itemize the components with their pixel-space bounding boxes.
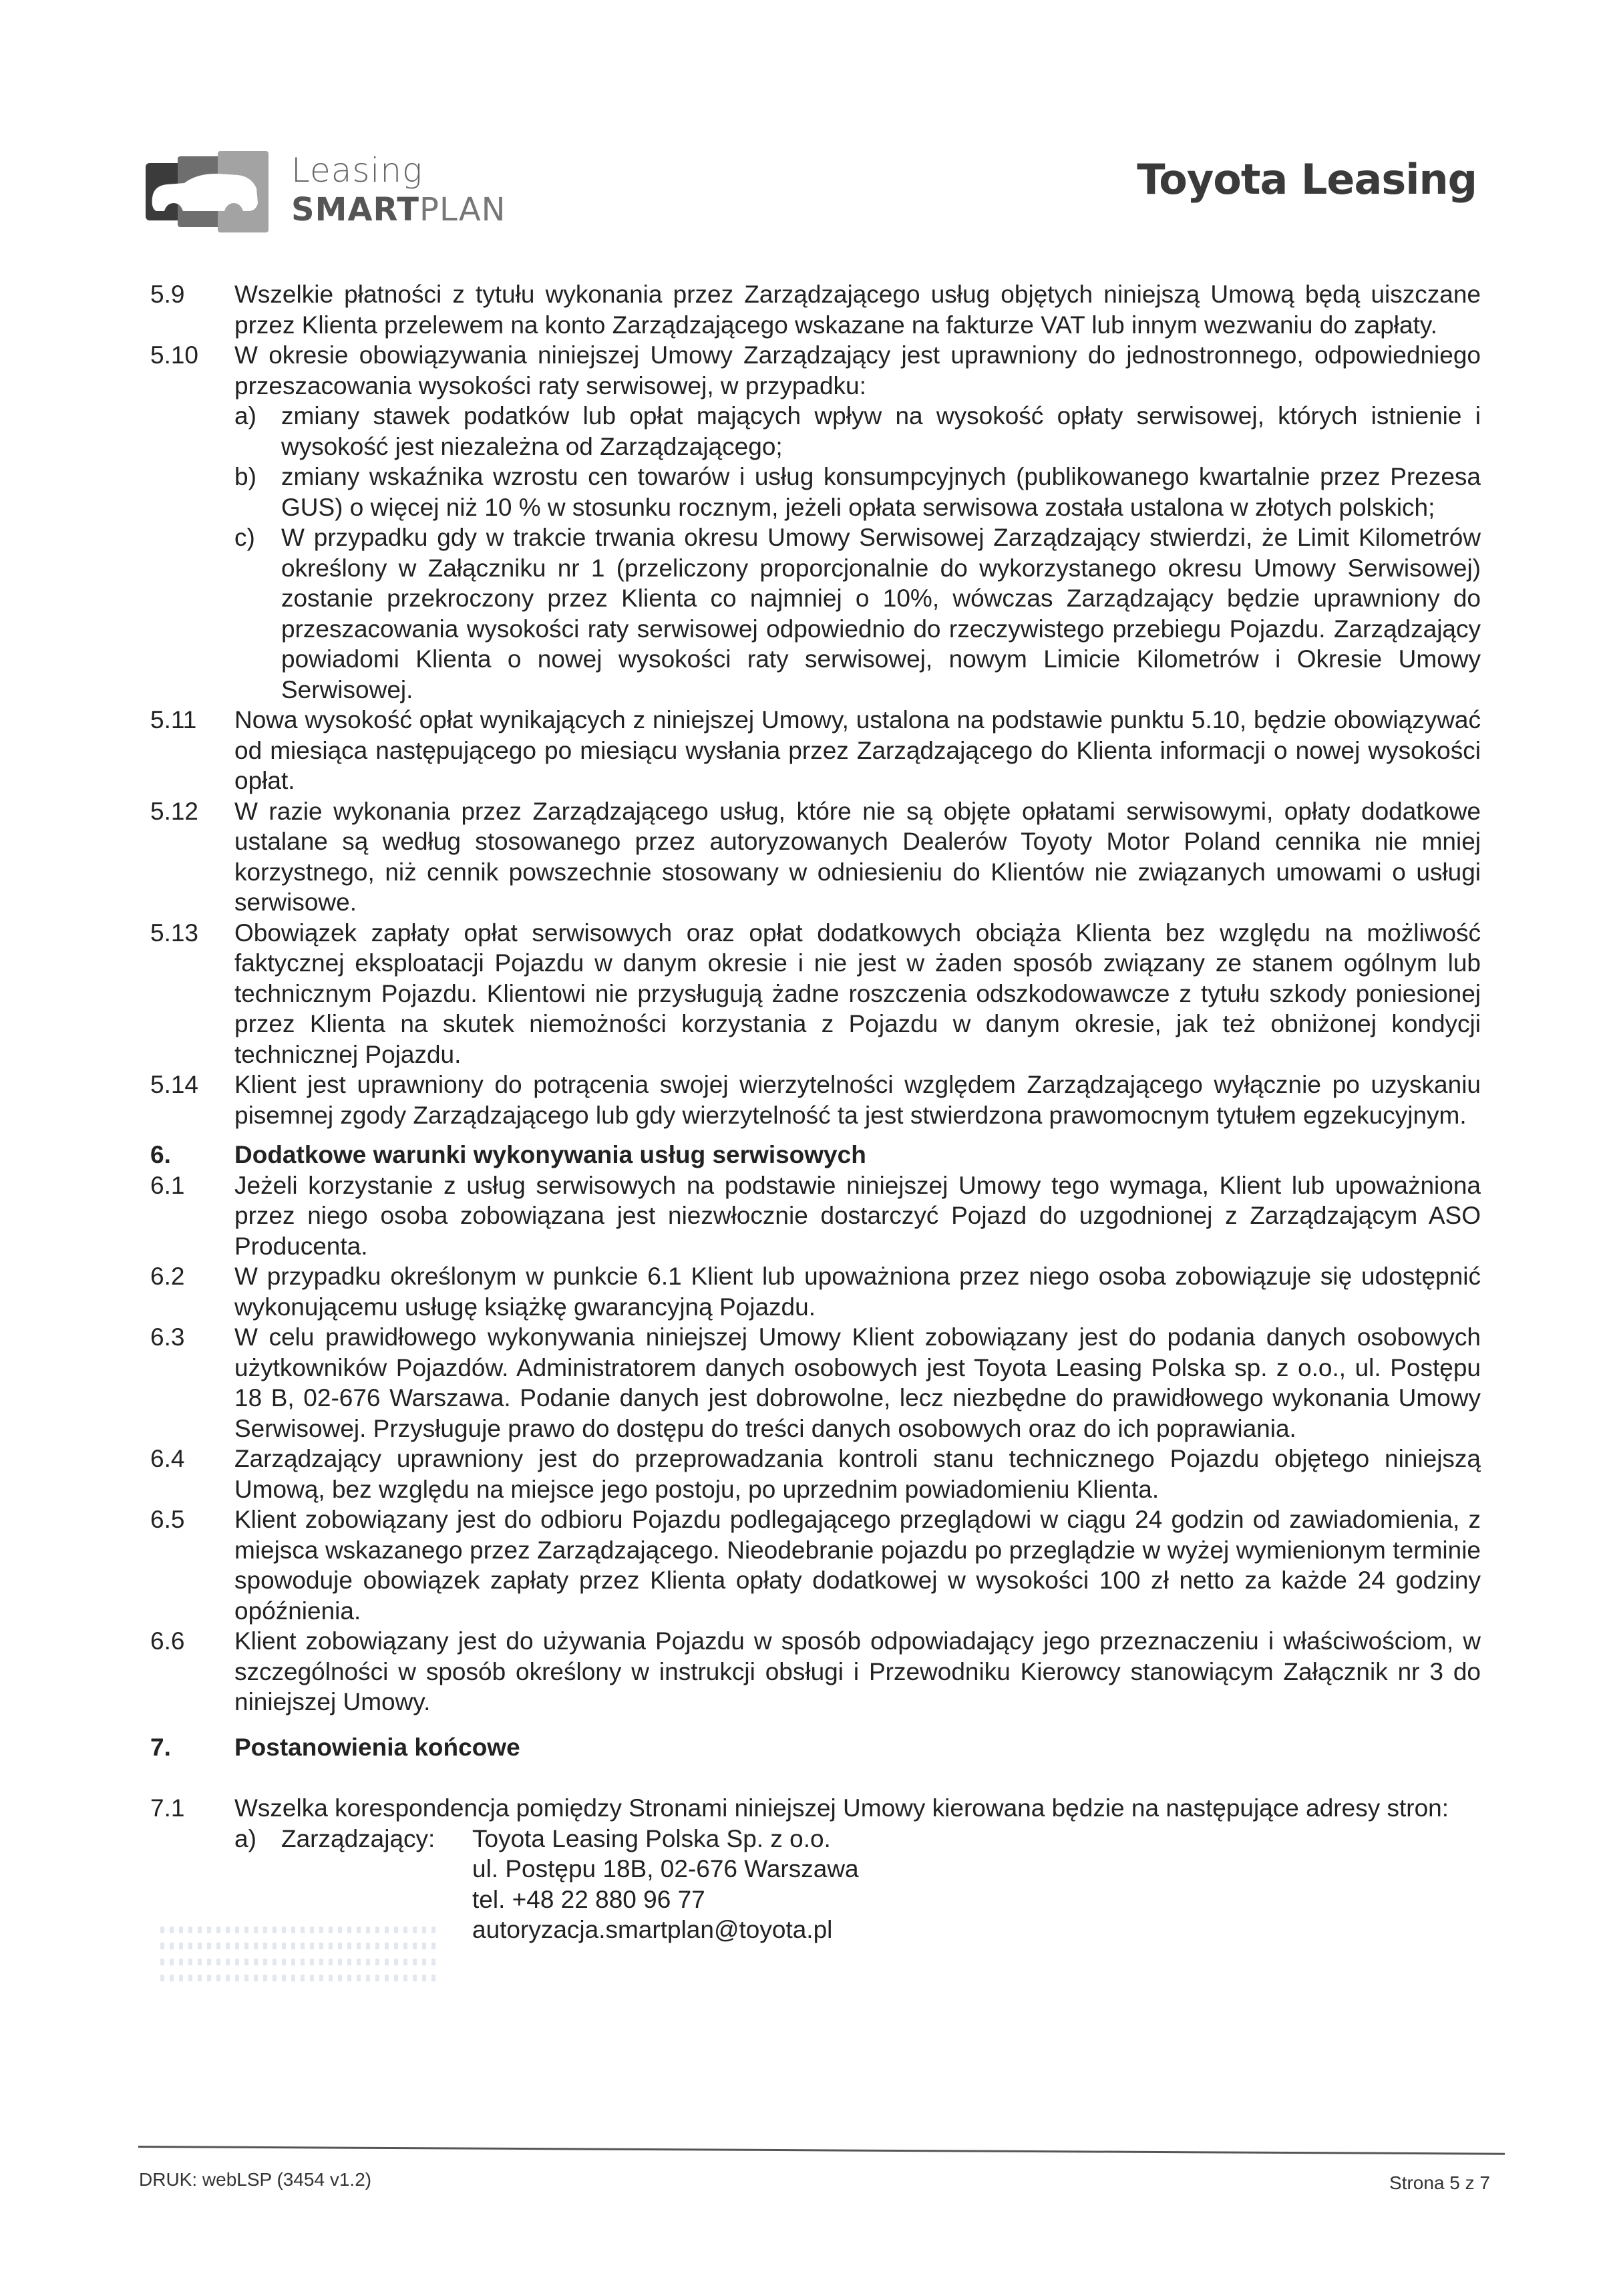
clause-number: 5.12 bbox=[150, 797, 199, 825]
subclause-label: b) bbox=[234, 463, 256, 490]
clause-text: Klient jest uprawniony do potrącenia swojej wierzytelności względem Zarządzającego wyłącznie po uzyskaniu pisemnej zgody Zarządzającego lub gdy wierzytelność ta jest stwierdzona prawomocnym tytułem egzekucyjnym. bbox=[234, 1071, 1481, 1129]
footer-divider bbox=[138, 2146, 1505, 2155]
clause-number: 5.9 bbox=[150, 281, 185, 308]
clause-6-6 bbox=[150, 1626, 1481, 1717]
subclause-c bbox=[234, 522, 1481, 705]
clause-text: Klient zobowiązany jest do używania Pojazdu w sposób odpowiadający jego przeznaczeniu i właściwościom, w szczególności w sposób określony w instrukcji obsługi i Przewodniku Kierowcy stanowiącym Załącznik nr 3 do niniejszej Umowy. bbox=[234, 1627, 1481, 1715]
clause-6-2 bbox=[150, 1261, 1481, 1322]
clause-number: 5.13 bbox=[150, 919, 199, 947]
clause-text: W razie wykonania przez Zarządzającego usług, które nie są objęte opłatami serwisowymi, opłaty dodatkowe ustalane są według stosowanego przez autoryzowanych Dealerów Toyoty Motor Poland cennika nie mniej korzystnego, niż cennik powszechnie stosowany w odniesieniu do Klientów nie związanych umowami o usługi serwisowe. bbox=[234, 797, 1481, 916]
clause-6-3 bbox=[150, 1322, 1481, 1444]
clause-text: W okresie obowiązywania niniejszej Umowy Zarządzający jest uprawniony do jednostronnego, odpowiedniego przeszacowania wysokości raty serwisowej, w przypadku: bbox=[234, 341, 1481, 399]
subclause-label: c) bbox=[234, 524, 255, 551]
clause-number: 5.10 bbox=[150, 341, 199, 369]
subclause-text: zmiany wskaźnika wzrostu cen towarów i usług konsumpcyjnych (publikowanego kwartalnie przez Prezesa GUS) o więcej niż 10 % w stosunku rocznym, jeżeli opłata serwisowa została ustalona w złotych polskich; bbox=[281, 463, 1481, 521]
section-title: Dodatkowe warunki wykonywania usług serwisowych bbox=[234, 1141, 866, 1168]
clause-number: 6.4 bbox=[150, 1445, 185, 1472]
clause-5-11 bbox=[150, 705, 1481, 796]
smartplan-logo-icon bbox=[146, 151, 279, 232]
clause-5-12 bbox=[150, 796, 1481, 918]
address-email: autoryzacja.smartplan@toyota.pl bbox=[472, 1916, 833, 1943]
clause-text: W celu prawidłowego wykonywania niniejszej Umowy Klient zobowiązany jest do podania danych osobowych użytkowników Pojazdów. Administratorem danych osobowych jest Toyota Leasing Polska sp. z o.o., ul. Postępu 18 B, 02-676 Warszawa. Podanie danych jest dobrowolne, lecz niezbędne do prawidłowego wykonania Umowy Serwisowej. Przysługuje prawo do dostępu do treści danych osobowych oraz do ich poprawiania. bbox=[234, 1323, 1481, 1442]
clause-5-13 bbox=[150, 918, 1481, 1070]
logo-smart-text: SMART bbox=[291, 191, 420, 228]
subclause-a bbox=[234, 401, 1481, 462]
clause-6-5 bbox=[150, 1504, 1481, 1626]
clause-6-1 bbox=[150, 1170, 1481, 1262]
clause-text: Zarządzający uprawniony jest do przeprowadzania kontroli stanu technicznego Pojazdu objętego niniejszą Umową, bez względu na miejsce jego postoju, po uprzednim powiadomieniu Klienta. bbox=[234, 1445, 1481, 1503]
address-label: a) bbox=[234, 1824, 256, 1852]
clause-text: W przypadku określonym w punkcie 6.1 Klient lub upoważniona przez niego osoba zobowiązuje się udostępnić wykonującemu usługę książkę gwarancyjną Pojazdu. bbox=[234, 1263, 1481, 1321]
subclause-text: W przypadku gdy w trakcie trwania okresu Umowy Serwisowej Zarządzający stwierdzi, że Limit Kilometrów określony w Załączniku nr 1 (przeliczony proporcjonalnie do wykorzystanego okresu Umowy Serwisowej) zostanie przekroczony przez Klienta co najmniej o 10%, wówczas Zarządzający będzie uprawniony do przeszacowania wysokości raty serwisowej odpowiednio do rzeczywistego przebiegu Pojazdu. Zarządzający powiadomi Klienta o nowej wysokości raty serwisowej, nowym Limicie Kilometrów i Okresie Umowy Serwisowej. bbox=[281, 524, 1481, 703]
clause-number: 6.3 bbox=[150, 1323, 185, 1351]
clause-text: Klient zobowiązany jest do odbioru Pojazdu podlegającego przeglądowi w ciągu 24 godzin od zawiadomienia, z miejsca wskazanego przez Zarządzającego. Nieodebranie pojazdu po przeglądzie w wyżej wymienionym terminie spowoduje obowiązek zapłaty przez Klienta opłaty dodatkowej w wysokości 100 zł netto za każde 24 godziny opóźnienia. bbox=[234, 1506, 1481, 1625]
clause-number: 5.11 bbox=[150, 706, 197, 733]
logo-plan-text: PLAN bbox=[419, 191, 506, 228]
smartplan-wordmark bbox=[291, 151, 506, 230]
section-number: 7. bbox=[150, 1733, 171, 1761]
footer-page-number: Strona 5 z 7 bbox=[1389, 2172, 1490, 2193]
address-phone: tel. +48 22 880 96 77 bbox=[472, 1885, 705, 1913]
footer-print-code: DRUK: webLSP (3454 v1.2) bbox=[139, 2169, 372, 2190]
clause-text: Jeżeli korzystanie z usług serwisowych na podstawie niniejszej Umowy tego wymaga, Klient lub upoważniona przez niego osoba zobowiązana jest niezwłocznie dostarczyć Pojazd do uzgodnionej z Zarządzającym ASO Producenta. bbox=[234, 1171, 1481, 1260]
clause-5-10 bbox=[150, 340, 1481, 705]
clause-5-9 bbox=[150, 279, 1481, 340]
clause-number: 6.5 bbox=[150, 1506, 185, 1533]
subclause-label: a) bbox=[234, 402, 256, 430]
section-6-heading bbox=[150, 1140, 1481, 1170]
toyota-leasing-brand: Toyota Leasing bbox=[1137, 155, 1477, 204]
section-title: Postanowienia końcowe bbox=[234, 1733, 520, 1761]
subclause-b bbox=[234, 462, 1481, 522]
clause-number: 6.2 bbox=[150, 1263, 185, 1290]
clause-text: Wszelkie płatności z tytułu wykonania przez Zarządzającego usług objętych niniejszą Umową będą uiszczane przez Klienta przelewem na konto Zarządzającego wskazane na fakturze VAT lub innym wezwaniu do zapłaty. bbox=[234, 281, 1481, 339]
address-street: ul. Postępu 18B, 02-676 Warszawa bbox=[472, 1855, 859, 1882]
car-silhouette-icon bbox=[150, 171, 262, 218]
subclause-text: zmiany stawek podatków lub opłat mających wpływ na wysokość opłaty serwisowej, których istnienie i wysokość jest niezależna od Zarządzającego; bbox=[281, 402, 1481, 460]
clause-5-14 bbox=[150, 1070, 1481, 1130]
faded-stamp bbox=[160, 1917, 441, 2017]
document-body bbox=[150, 279, 1481, 1945]
clause-number: 6.6 bbox=[150, 1627, 185, 1655]
address-party: Zarządzający: bbox=[281, 1824, 435, 1852]
clause-text: Wszelka korespondencja pomiędzy Stronami niniejszej Umowy kierowana będzie na następujące adresy stron: bbox=[234, 1794, 1449, 1822]
clause-text: Nowa wysokość opłat wynikających z niniejszej Umowy, ustalona na podstawie punktu 5.10, będzie obowiązywać od miesiąca następującego po miesiącu wysłania przez Zarządzającego do Klienta informacji o nowej wysokości opłat. bbox=[234, 706, 1481, 794]
logo-leasing-text: Leasing bbox=[291, 151, 423, 190]
section-7-heading bbox=[150, 1732, 1481, 1763]
clause-number: 5.14 bbox=[150, 1071, 199, 1098]
clause-text: Obowiązek zapłaty opłat serwisowych oraz opłat dodatkowych obciąża Klienta bez względu na możliwość faktycznej eksploatacji Pojazdu w danym okresie i nie jest w żaden sposób związany ze stanem ogólnym lub technicznym Pojazdu. Klientowi nie przysługują żadne roszczenia odszkodowawcze z tytułu szkody poniesionej przez Klienta na skutek niemożności korzystania z Pojazdu w danym okresie, jak też obniżonej kondycji technicznej Pojazdu. bbox=[234, 919, 1481, 1068]
section-number: 6. bbox=[150, 1141, 171, 1168]
address-company: Toyota Leasing Polska Sp. z o.o. bbox=[472, 1824, 831, 1852]
clause-number: 6.1 bbox=[150, 1171, 185, 1199]
clause-number: 7.1 bbox=[150, 1794, 185, 1822]
clause-6-4 bbox=[150, 1444, 1481, 1504]
